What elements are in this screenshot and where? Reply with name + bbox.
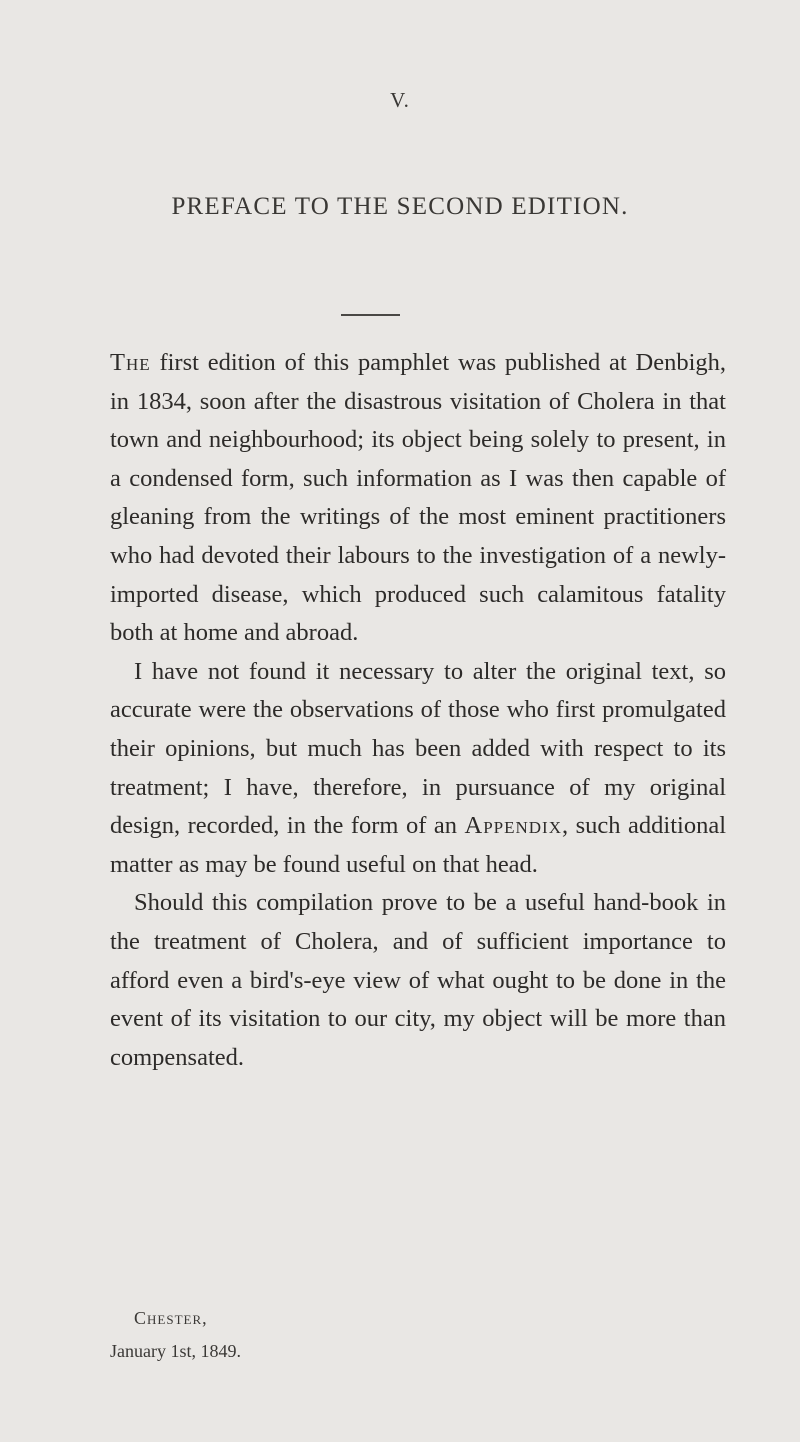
title-divider [341, 314, 400, 316]
paragraph-3 [110, 884, 726, 1077]
paragraph-1-lead: The [110, 349, 151, 376]
paragraph-3-text: Should this compilation prove to be a useful hand-book in the treatment of Cholera, and of sufficient importance to afford even a bird's-eye view of what ought to be done in the event of its visitation to our city, my object will be more than compensated. [110, 889, 726, 1071]
paragraph-2-appendix: Appendix [464, 812, 562, 840]
page-number: V. [390, 88, 410, 112]
page-title: PREFACE TO THE SECOND EDITION. [171, 193, 629, 220]
preface-body [110, 344, 726, 1077]
paragraph-2-text-after: , such additional matter as may be found useful on that head. [110, 812, 726, 878]
paragraph-1 [110, 344, 726, 653]
paragraph-2-text-before: I have not found it necessary to alter the original text, so accurate were the observations of those who first promulgated their opinions, but much has been added with respect to its treatment; I have, therefore, in pursuance of my original design, recorded, in the form of an [110, 657, 726, 840]
signature-place: Chester, [134, 1308, 208, 1328]
paragraph-2 [110, 653, 726, 885]
signature-block [110, 1302, 241, 1368]
paragraph-1-text: first edition of this pamphlet was published at Denbigh, in 1834, soon after the disastrous visitation of Cholera in that town and neighbourhood; its object being solely to present, in a condensed form, such information as I was then capable of gleaning from the writings of the most eminent practitioners who had devoted their labours to the investigation of a newly-imported disease, which produced such calamitous fatality both at home and abroad. [110, 349, 726, 647]
signature-date: January 1st, 1849. [110, 1341, 241, 1361]
